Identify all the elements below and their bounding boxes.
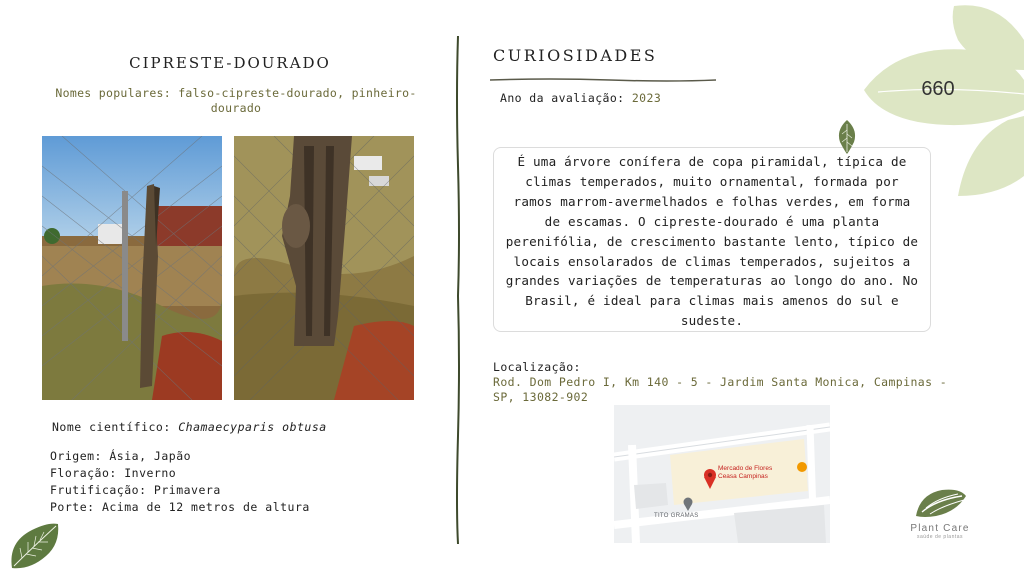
plant-title: CIPRESTE-DOURADO — [129, 54, 331, 72]
scientific-name-value: Chamaecyparis obtusa — [178, 420, 327, 434]
description-card: É uma árvore conífera de copa piramidal, típica de climas temperados, muito ornamental, formada por ramos marrom-avermelhados e folhas verdes, em forma de escamas. O cipreste-dourado é uma planta perenifólia, de crescimento bastante lento, típico de locais ensolarados de climas temperados, sujeitos a grandes variações de temperaturas ao longo do ano. No Brasil, é ideal para climas mais amenos do sul e sudeste. — [493, 147, 931, 332]
location-address: Rod. Dom Pedro I, Km 140 - 5 - Jardim Santa Monica, Campinas - SP, 13082-902 — [493, 375, 948, 404]
curiosities-heading: CURIOSIDADES — [493, 46, 658, 65]
map-place-line1: Mercado de Flores — [718, 465, 773, 472]
fact-flowering: Floração: Inverno — [50, 466, 177, 480]
plant-care-logo-icon — [912, 486, 968, 518]
location-label: Localização: — [493, 360, 581, 374]
heading-underline — [490, 68, 716, 74]
fact-size: Porte: Acima de 12 metros de altura — [50, 500, 310, 514]
fact-fruiting: Frutificação: Primavera — [50, 483, 221, 497]
column-divider — [455, 36, 461, 544]
map-nearby-label: TITO GRAMAS — [654, 513, 699, 519]
tree-photo-1 — [42, 136, 222, 400]
brand-logo — [902, 486, 978, 542]
scientific-label: Nome científico: — [52, 420, 171, 434]
year-label: Ano da avaliação: — [500, 91, 625, 105]
fact-origin: Origem: Ásia, Japão — [50, 449, 192, 463]
evaluation-year — [500, 91, 661, 105]
map-place-line2: Ceasa Campinas — [718, 473, 768, 480]
page-number-badge: 660 — [921, 78, 955, 100]
tree-photo-2 — [234, 136, 414, 400]
plant-facts — [50, 448, 310, 516]
location-map[interactable] — [614, 405, 830, 543]
year-value: 2023 — [631, 91, 662, 105]
leaf-icon — [8, 522, 60, 570]
leaf-icon — [836, 120, 858, 154]
scientific-name — [52, 420, 327, 434]
map-place-label — [718, 465, 772, 481]
brand-name: Plant Care — [910, 523, 970, 534]
popular-names: Nomes populares: falso-cipreste-dourado, pinheiro-dourado — [55, 86, 417, 115]
brand-tagline: saúde de plantas — [916, 534, 964, 540]
